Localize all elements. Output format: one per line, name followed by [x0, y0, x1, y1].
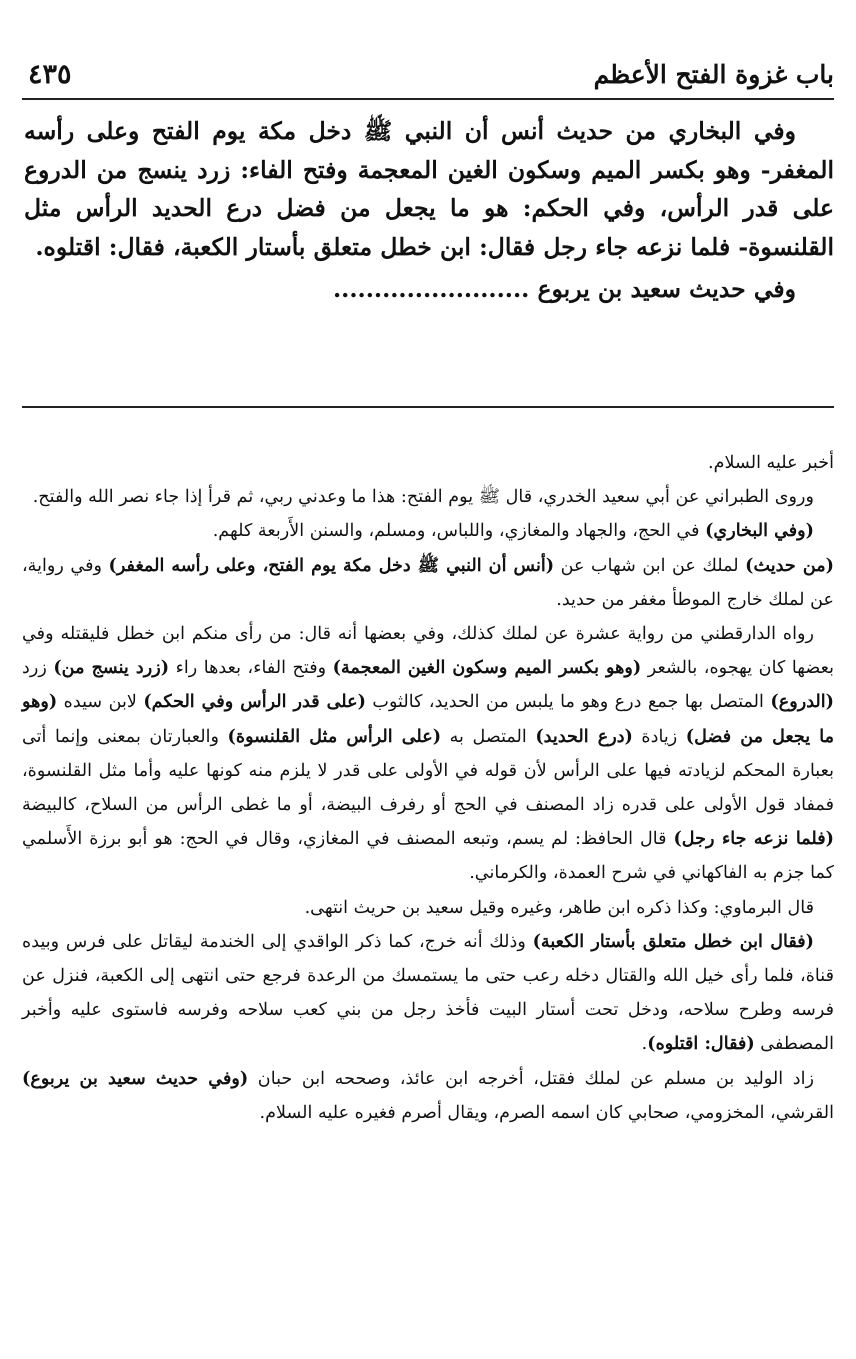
commentary-paragraph	[22, 514, 834, 548]
quoted-term: (على الرأس مثل القلنسوة)	[227, 725, 442, 747]
commentary-text: زرد	[22, 658, 54, 679]
commentary-text: .	[641, 1034, 648, 1055]
section-divider	[22, 406, 834, 408]
commentary-text: زاد الوليد بن مسلم عن لملك فقتل، أخرجه ابن عائذ، وصححه ابن حبان	[248, 1068, 815, 1089]
quoted-term: (وهو ما يجعل من فضل)	[22, 691, 835, 747]
quoted-term: (وفي البخاري)	[705, 520, 814, 542]
commentary-text: قال الحافظ: لم يسم، وتبعه المصنف في المغازي، وقال في الحج: هو أبو برزة الأَسلمي كما جزم به الفاكهاني في شرح العمدة، والكرماني.	[22, 829, 834, 884]
commentary-paragraph	[22, 1062, 834, 1130]
page-number: ٤٣٥	[28, 58, 72, 90]
commentary-text: والعبارتان بمعنى وإنما أتى بعبارة المحكم لزيادته فيها على الرأس لأن قوله في الأولى على قدر لا يلزم منه كونها عليه وأما مثل القلنسوة، فمفاد قول الأولى على قدره زاد المصنف في الحج أو رفرف البيضة، أو ما غطى الرأس من السلاح، كالبيضة	[22, 726, 834, 816]
commentary-paragraph: قال البرماوي: وكذا ذكره ابن طاهر، وغيره وقيل سعيد بن حريث انتهى.	[304, 897, 814, 918]
main-continuation: وفي حديث سعيد بن يربوع ........................	[332, 275, 796, 303]
commentary-paragraph	[22, 925, 834, 1062]
main-text	[24, 112, 834, 309]
quoted-term: (فلما نزعه جاء رجل)	[673, 828, 834, 850]
quoted-term: (درع الحديد)	[535, 725, 633, 747]
quoted-term: (على قدر الرأس وفي الحكم)	[143, 691, 366, 713]
quoted-term: (فقال ابن خطل متعلق بأستار الكعبة)	[532, 930, 814, 952]
running-title: باب غزوة الفتح الأعظم	[593, 59, 834, 89]
quoted-term: (من حديث)	[745, 554, 834, 576]
quoted-term: (أنس أن النبي ﷺ دخل مكة يوم الفتح، وعلى رأسه المغفر)	[108, 554, 555, 576]
quoted-term: (وهو بكسر الميم وسكون الغين المعجمة)	[332, 657, 642, 679]
commentary-text: رواه الدارقطني من رواية عشرة عن لملك كذلك، وفي بعضها أنه قال: من رأى منكم ابن خطل فليقتله وفي بعضها كان يهجوه، بالشعر	[22, 624, 834, 679]
quoted-term: (فقال: اقتلوه)	[647, 1033, 755, 1055]
quoted-term: (زرد ينسج من)	[53, 657, 170, 679]
commentary-paragraph	[22, 617, 834, 891]
commentary-text: زيادة	[632, 726, 686, 747]
commentary-paragraph	[22, 549, 834, 617]
commentary	[22, 446, 834, 1130]
commentary-text: المتصل بها جمع درع وهو ما يلبس من الحديد، كالثوب	[365, 692, 771, 713]
commentary-text: وفي رواية، عن لملك خارج الموطأ مغفر من حديد.	[22, 555, 834, 610]
commentary-text: القرشي، المخزومي، صحابي كان اسمه الصرم، ويقال أصرم فغيره عليه السلام.	[259, 1102, 834, 1123]
commentary-text: وفتح الفاء، بعدها راء	[169, 658, 333, 679]
commentary-text: المتصل به	[441, 726, 536, 747]
header-rule	[22, 98, 834, 100]
main-paragraph: وفي البخاري من حديث أنس أن النبي ﷺ دخل مكة يوم الفتح وعلى رأسه المغفر- وهو بكسر الميم وسكون الغين المعجمة وفتح الفاء: زرد ينسج من الدروع على قدر الرأس، وفي الحكم: هو ما يجعل من فضل درع الحديد الرأس مثل القلنسوة- فلما نزعه جاء رجل فقال: ابن خطل متعلق بأستار الكعبة، فقال: اقتلوه.	[24, 117, 834, 261]
commentary-paragraph: أخبر عليه السلام.	[708, 453, 834, 473]
quoted-term: (وفي حديث سعيد بن يربوع)	[22, 1067, 249, 1089]
quoted-term: (الدروع)	[770, 691, 834, 713]
commentary-paragraph: وروى الطبراني عن أبي سعيد الخدري، قال ﷺ يوم الفتح: هذا ما وعدني ربي، ثم قرأ إذا جاء نصر الله والفتح.	[32, 487, 814, 508]
commentary-text: وذلك أنه خرج، كما ذكر الواقدي إلى الخندمة ليقاتل على فرس وبيده قناة، فلما رأى خيل الله والقتال دخله رعب حتى ما يستمسك من الرعدة فرجع حتى انتهى إلى الكعبة، فنزل عن فرسه وطرح سلاحه، ودخل تحت أستار البيت فأخذ رجل من بني كعب سلاحه وفرسه فاستوى عليه وأخبر المصطفى	[22, 931, 834, 1055]
commentary-text: لملك عن ابن شهاب عن	[554, 555, 746, 576]
commentary-text: في الحج، والجهاد والمغازي، واللباس، ومسلم، والسنن الأَربعة كلهم.	[212, 521, 706, 542]
commentary-text: لابن سيده	[57, 692, 144, 713]
page-header	[28, 52, 834, 96]
